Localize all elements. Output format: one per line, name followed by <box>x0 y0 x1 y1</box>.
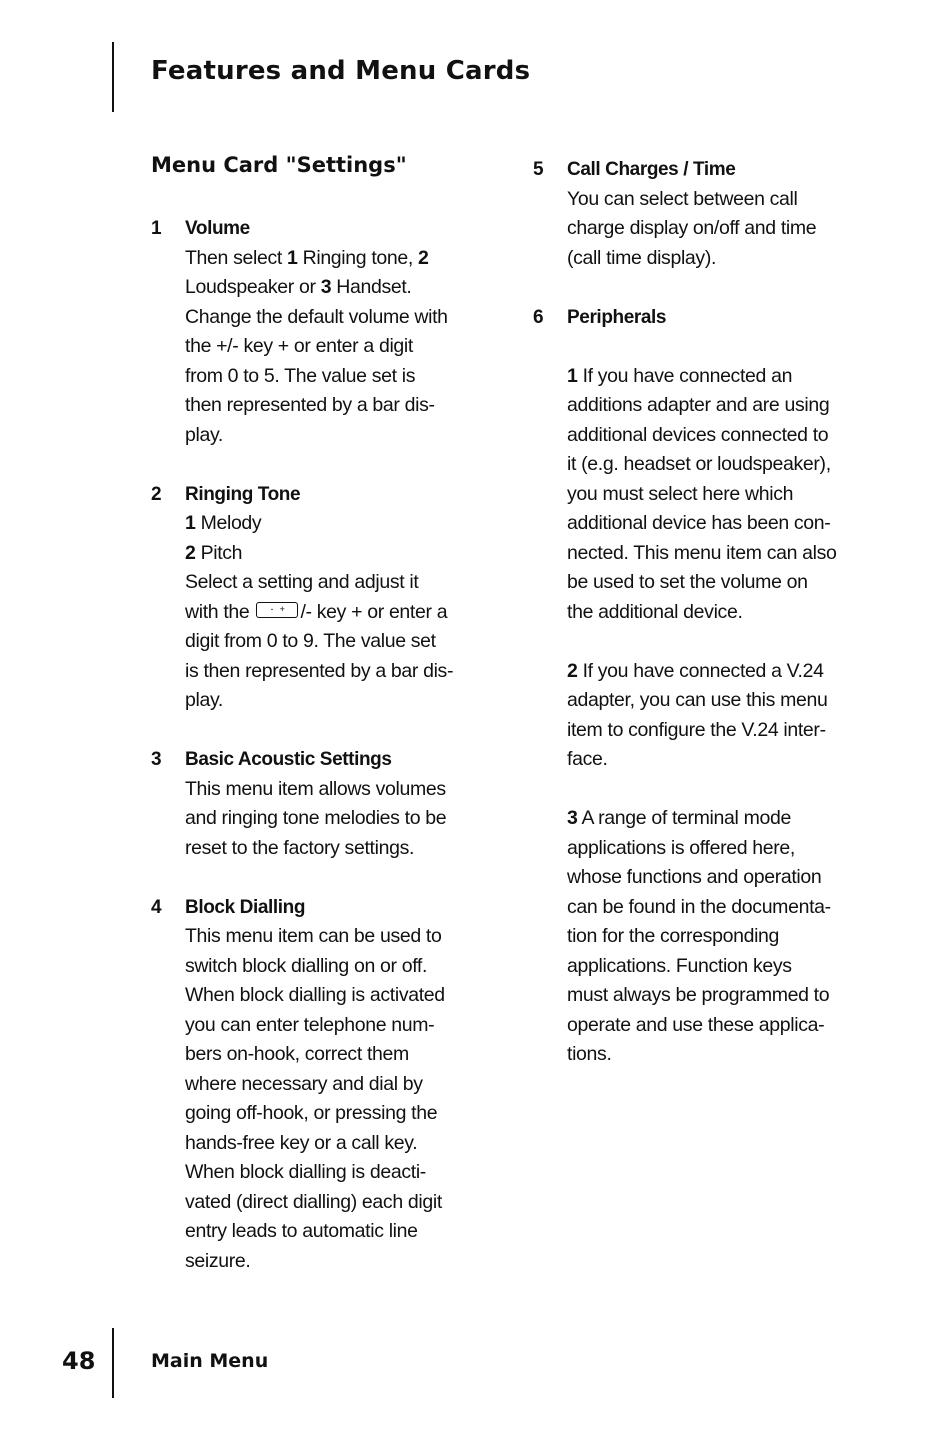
option-pitch: 2 Pitch <box>185 541 243 564</box>
text-line: operate and use these applica- <box>567 1013 825 1036</box>
menu-item-volume <box>151 214 471 450</box>
text-line: 1 If you have connected an <box>567 364 793 387</box>
text-line: face. <box>567 748 608 770</box>
text-line: additional device has been con- <box>567 512 831 534</box>
menu-item-peripherals <box>533 303 853 1070</box>
text-line: it (e.g. headset or loudspeaker), <box>567 453 831 475</box>
text-line: Change the default volume with <box>185 305 448 328</box>
item-title: Block Dialling <box>185 896 306 918</box>
item-body <box>185 214 471 450</box>
text-line: going off-hook, or pressing the <box>185 1102 438 1124</box>
item-body <box>567 155 853 273</box>
text-line: tion for the corresponding <box>567 925 780 947</box>
minus-plus-key-icon: - + <box>256 602 298 618</box>
item-body <box>185 893 471 1277</box>
item-body <box>185 480 471 716</box>
left-column <box>151 214 471 1306</box>
item-number: 2 <box>151 483 162 505</box>
item-title: Ringing Tone <box>185 483 301 505</box>
text-line: This menu item can be used to <box>185 925 442 947</box>
text-line: bers on-hook, correct them <box>185 1043 409 1065</box>
text-line: (call time display). <box>567 246 717 269</box>
text-line: item to configure the V.24 inter- <box>567 718 826 741</box>
menu-item-block-dialling <box>151 893 471 1277</box>
text-line: play. <box>185 689 223 711</box>
page-number: 48 <box>62 1347 96 1375</box>
text-line: with the - + /- key + or enter a <box>185 600 448 623</box>
spacer <box>567 332 853 362</box>
spacer <box>567 627 853 657</box>
text-line: must always be programmed to <box>567 984 830 1006</box>
text-line: digit from 0 to 9. The value set <box>185 630 436 652</box>
option-melody: 1 Melody <box>185 512 262 534</box>
section-title: Menu Card "Settings" <box>151 153 407 177</box>
spacer <box>567 775 853 805</box>
text-line: applications is offered here, <box>567 836 795 859</box>
text-line: is then represented by a bar dis- <box>185 659 454 682</box>
text-line: nected. This menu item can also <box>567 541 837 564</box>
item-number: 6 <box>533 306 544 328</box>
text-line: where necessary and dial by <box>185 1072 423 1095</box>
footer-rule <box>112 1328 114 1398</box>
text-line: hands-free key or a call key. <box>185 1131 418 1154</box>
text-line: Loudspeaker or 3 Handset. <box>185 276 412 298</box>
item-number: 5 <box>533 159 544 180</box>
text-line: from 0 to 5. The value set is <box>185 364 416 387</box>
text-line: seizure. <box>185 1249 251 1272</box>
header-rule <box>112 42 114 112</box>
text-line: reset to the factory settings. <box>185 836 415 859</box>
text-line: be used to set the volume on <box>567 571 808 593</box>
menu-item-basic-acoustic-settings <box>151 745 471 863</box>
footer-section-label: Main Menu <box>151 1350 269 1372</box>
text-line: adapter, you can use this menu <box>567 689 828 711</box>
text-line: This menu item allows volumes <box>185 777 446 800</box>
text-line: applications. Function keys <box>567 954 792 977</box>
item-number: 4 <box>151 896 162 918</box>
text-line: the +/- key + or enter a digit <box>185 335 413 357</box>
text-line: When block dialling is deacti- <box>185 1161 426 1183</box>
text-line: can be found in the documenta- <box>567 895 831 918</box>
text-line: additions adapter and are using <box>567 394 830 416</box>
item-title: Volume <box>185 218 250 239</box>
text-line: vated (direct dialling) each digit <box>185 1190 442 1213</box>
page-header-title: Features and Menu Cards <box>151 56 531 86</box>
menu-item-ringing-tone <box>151 480 471 716</box>
text-line: When block dialling is activated <box>185 984 445 1006</box>
text-line: charge display on/off and time <box>567 217 817 239</box>
text-line: the additional device. <box>567 600 743 623</box>
right-column <box>533 155 853 1099</box>
text-line: you must select here which <box>567 482 794 505</box>
text-line: additional devices connected to <box>567 423 829 446</box>
text-line: switch block dialling on or off. <box>185 954 428 977</box>
item-number: 1 <box>151 218 162 239</box>
item-title: Call Charges / Time <box>567 159 736 180</box>
text-line: 2 If you have connected a V.24 <box>567 659 824 682</box>
text-line: play. <box>185 423 223 446</box>
item-body <box>185 745 471 863</box>
text-line: Select a setting and adjust it <box>185 571 419 593</box>
text-line: then represented by a bar dis- <box>185 394 435 416</box>
item-number: 3 <box>151 749 162 770</box>
item-body <box>567 303 853 1070</box>
text-line: tions. <box>567 1043 612 1065</box>
item-title: Peripherals <box>567 306 667 328</box>
text-line: Then select 1 Ringing tone, 2 <box>185 246 429 269</box>
text-line: whose functions and operation <box>567 866 822 888</box>
text-line: entry leads to automatic line <box>185 1220 418 1242</box>
text-line: 3 A range of terminal mode <box>567 807 791 829</box>
text-line: and ringing tone melodies to be <box>185 807 447 829</box>
item-title: Basic Acoustic Settings <box>185 749 392 770</box>
text-line: You can select between call <box>567 187 798 210</box>
menu-item-call-charges-time <box>533 155 853 273</box>
text-line: you can enter telephone num- <box>185 1013 435 1036</box>
